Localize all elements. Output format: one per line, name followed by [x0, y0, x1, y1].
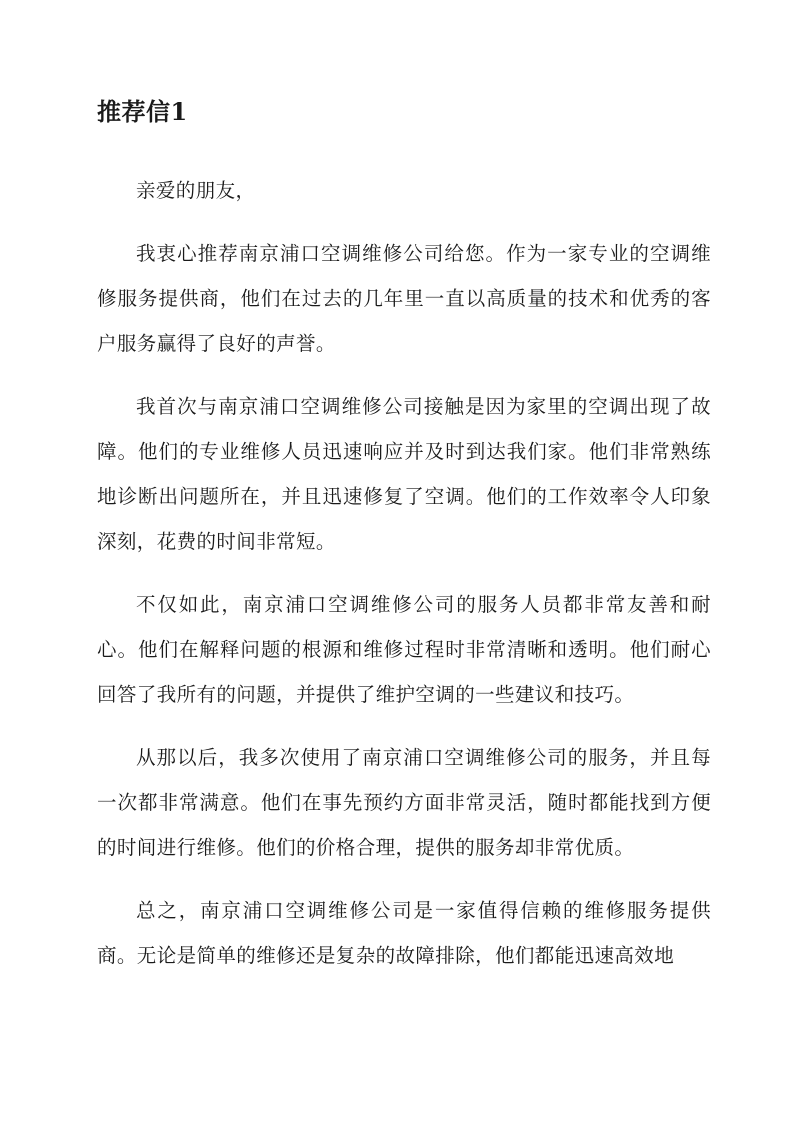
paragraph-3: 不仅如此，南京浦口空调维修公司的服务人员都非常友善和耐心。他们在解释问题的根源和维修过程时非常清晰和透明。他们耐心回答了我所有的问题，并提供了维护空调的一些建议和技巧。 [97, 593, 711, 706]
paragraph-4: 从那以后，我多次使用了南京浦口空调维修公司的服务，并且每一次都非常满意。他们在事先预约方面非常灵活，随时都能找到方便的时间进行维修。他们的价格合理，提供的服务却非常优质。 [97, 746, 711, 859]
letter-body [97, 168, 711, 996]
paragraph-2: 我首次与南京浦口空调维修公司接触是因为家里的空调出现了故障。他们的专业维修人员迅速响应并及时到达我们家。他们非常熟练地诊断出问题所在，并且迅速修复了空调。他们的工作效率令人印象深刻，花费的时间非常短。 [97, 395, 711, 553]
paragraph-1: 我衷心推荐南京浦口空调维修公司给您。作为一家专业的空调维修服务提供商，他们在过去的几年里一直以高质量的技术和优秀的客户服务赢得了良好的声誉。 [97, 242, 711, 355]
salutation: 亲爱的朋友， [136, 179, 256, 202]
paragraph-5: 总之，南京浦口空调维修公司是一家值得信赖的维修服务提供商。无论是简单的维修还是复杂的故障排除，他们都能迅速高效地 [97, 899, 711, 967]
document-title: 推荐信1 [97, 97, 188, 126]
